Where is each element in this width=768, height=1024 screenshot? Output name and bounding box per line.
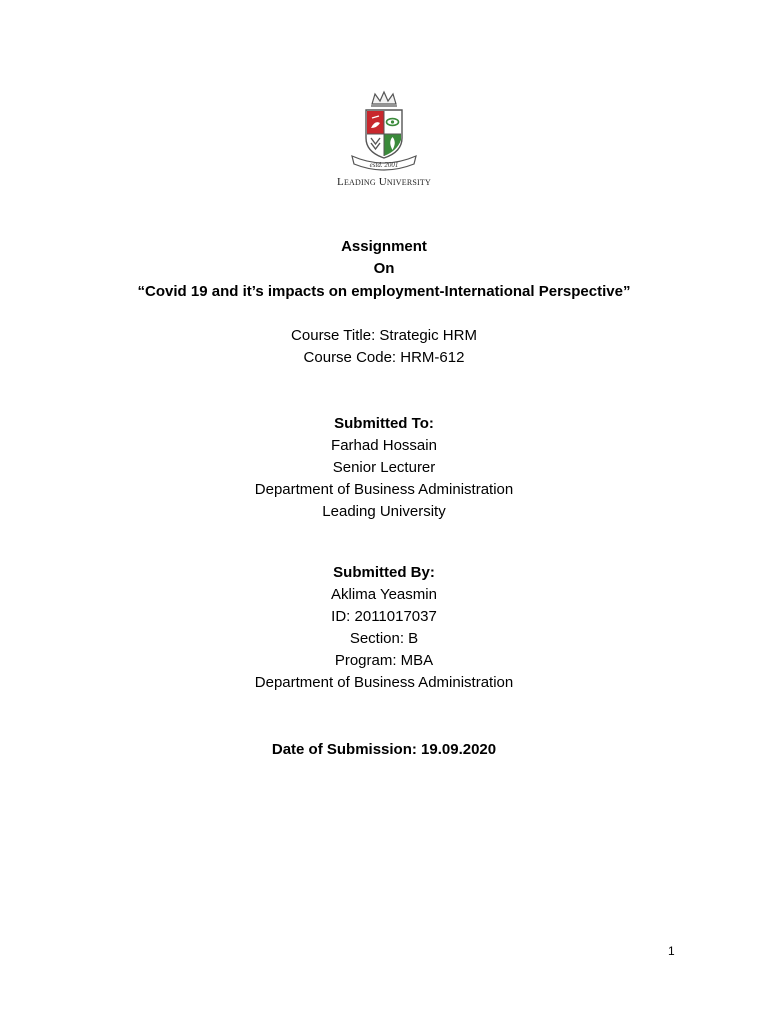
submitted-by-id: ID: 2011017037 [331,608,437,625]
university-crest-icon [344,90,424,176]
page-number: 1 [668,944,675,958]
submitted-by-department: Department of Business Administration [254,674,514,691]
submitted-by-section: Section: B [349,630,419,647]
heading-on: On [373,260,395,277]
estd-text: estd. 2001 [369,161,399,169]
document-heading: Assignment [341,238,427,255]
submitted-to-name: Farhad Hossain [331,437,437,454]
university-name-logo-text: Leading University [337,176,431,188]
submitted-by-program: Program: MBA [334,652,434,669]
course-title: Course Title: Strategic HRM [291,327,477,344]
submitted-to-label: Submitted To: [334,415,434,432]
course-code: Course Code: HRM-612 [303,349,465,366]
submission-date: Date of Submission: 19.09.2020 [271,741,497,758]
submitted-by-name: Aklima Yeasmin [331,586,437,603]
university-logo [334,90,434,190]
assignment-title: “Covid 19 and it’s impacts on employment-International Perspective” [137,283,631,300]
submitted-by-label: Submitted By: [333,564,435,581]
submitted-to-institution: Leading University [322,503,446,520]
submitted-to-department: Department of Business Administration [254,481,514,498]
submitted-to-designation: Senior Lecturer [332,459,436,476]
